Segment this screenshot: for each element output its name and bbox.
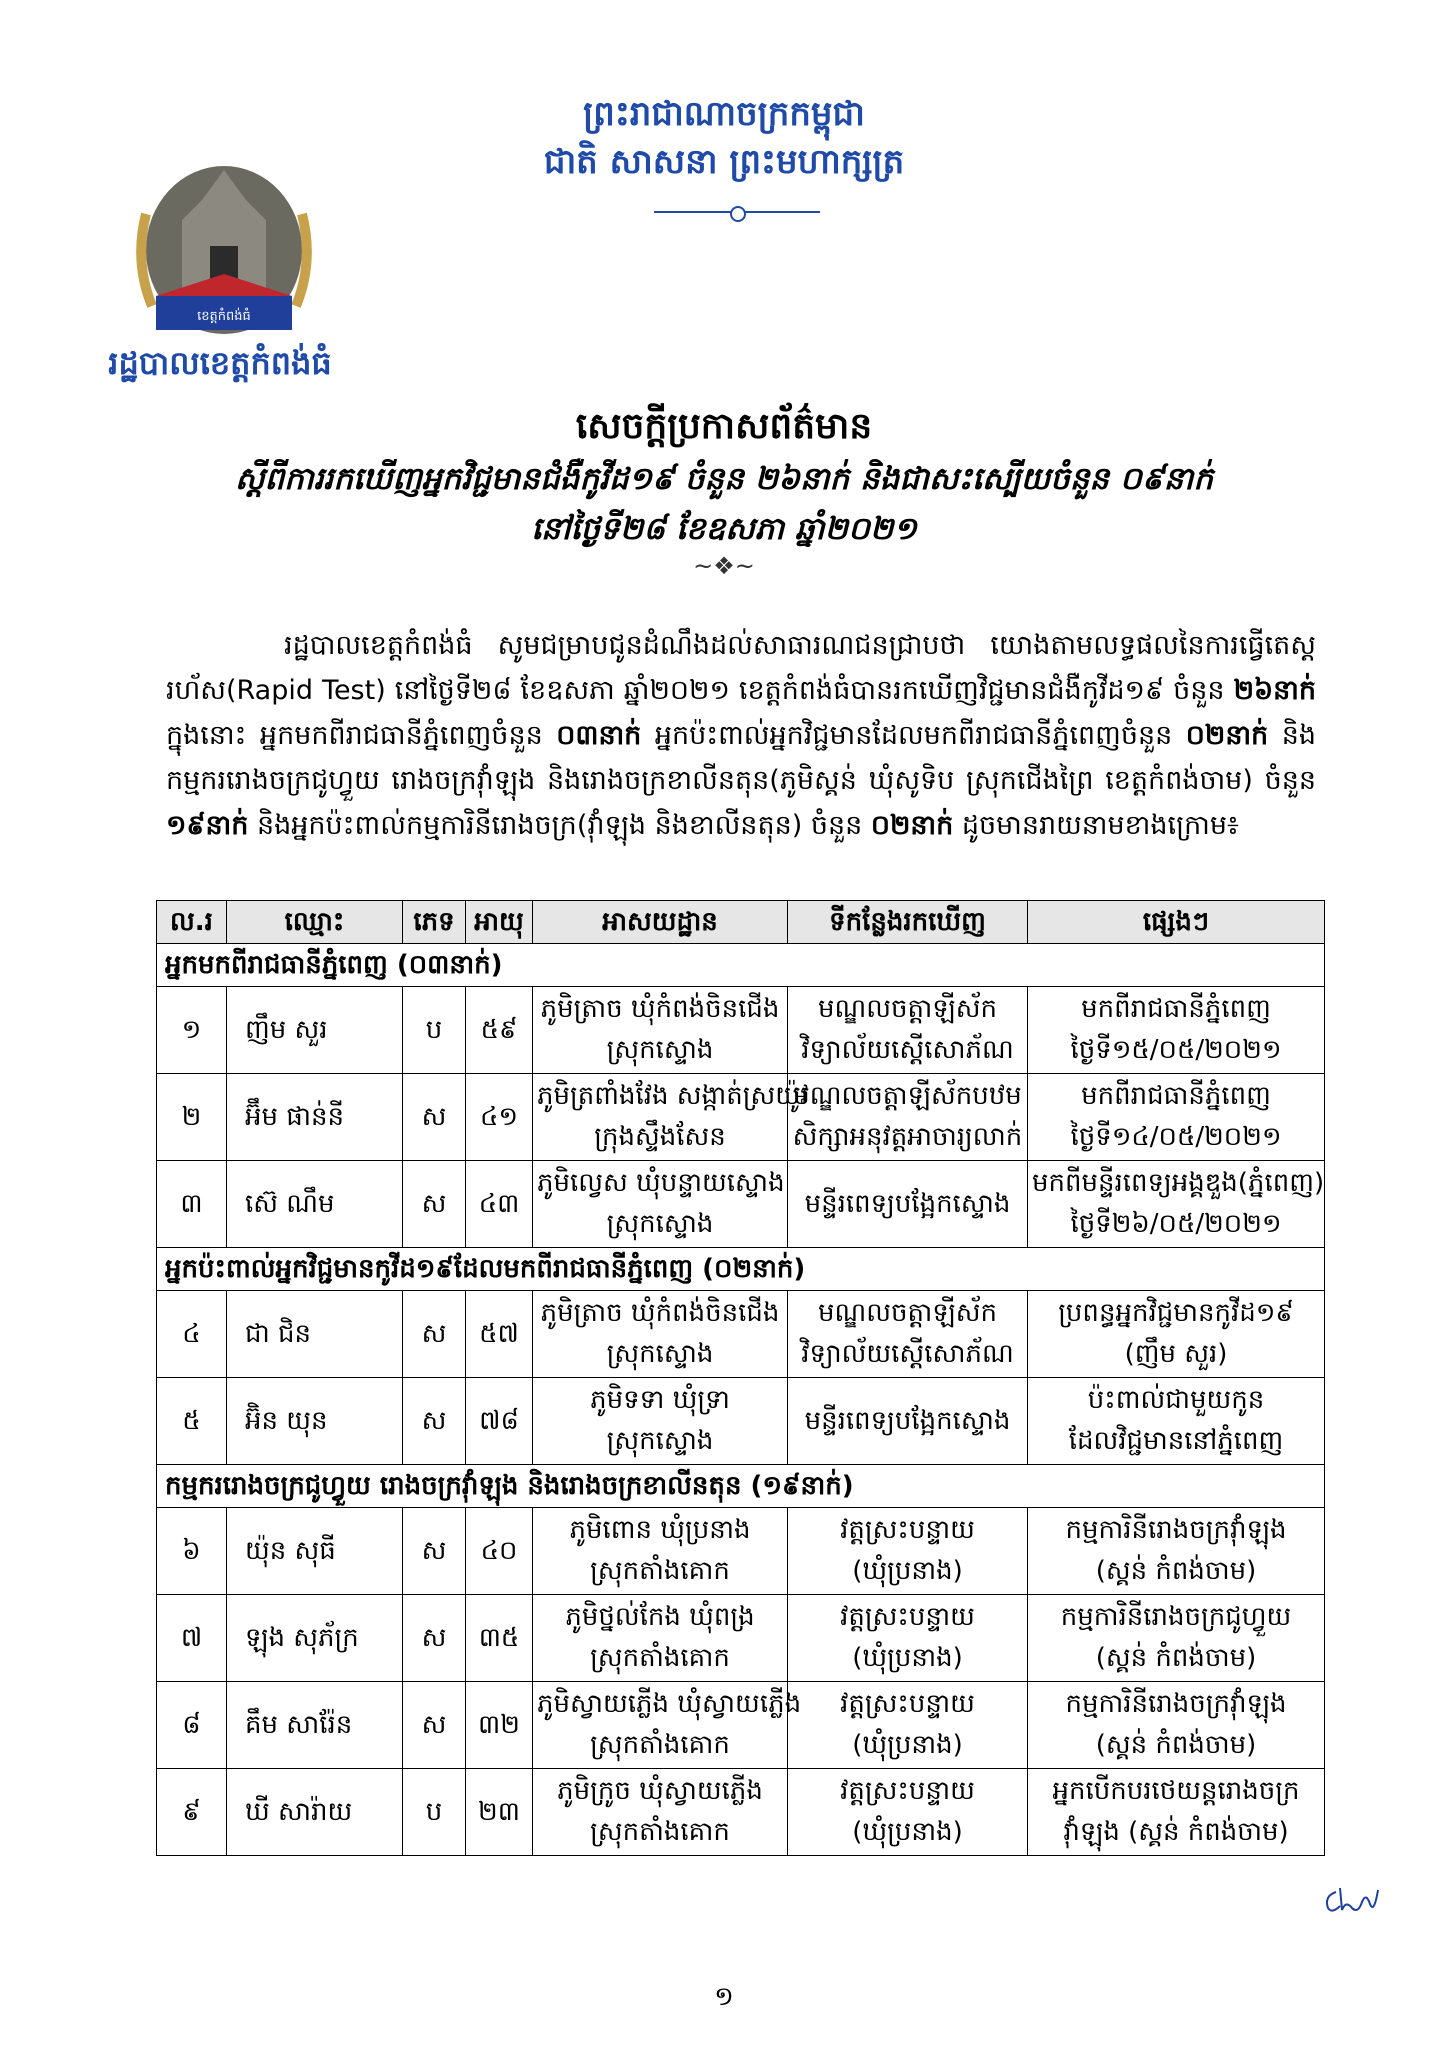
cell-number: ៩	[157, 1769, 227, 1856]
cell-notes-line2: (ស្គន់ កំពង់ចាម)	[1095, 1556, 1257, 1586]
cell-detection-place-line1: វត្តស្រះបន្ទាយ	[840, 1776, 975, 1806]
cell-notes-line1: មកពីរាជធានីភ្នំពេញ	[1081, 1081, 1271, 1111]
cell-sex: ស	[403, 1378, 466, 1465]
cell-detection-place	[788, 1161, 1028, 1248]
intro-text-6: ដូចមានរាយនាមខាងក្រោម៖	[953, 810, 1239, 841]
cell-address	[533, 1378, 788, 1465]
cell-detection-place-line1: មន្ទីរពេទ្យបង្អែកស្ទោង	[804, 1188, 1011, 1219]
cell-address-line2: ស្រុកស្ទោង	[606, 1209, 714, 1239]
cell-sex: ស	[403, 1161, 466, 1248]
cell-age: ៣៥	[466, 1595, 533, 1682]
cell-detection-place	[788, 1291, 1028, 1378]
cell-detection-place	[788, 1378, 1028, 1465]
cell-address	[533, 1508, 788, 1595]
cell-address	[533, 1291, 788, 1378]
cell-notes-line1: មកពីមន្ទីរពេទ្យអង្គឌួង(ភ្នំពេញ)	[1032, 1168, 1325, 1198]
cell-address	[533, 1595, 788, 1682]
intro-phnom-penh-count: ០៣នាក់	[556, 720, 642, 751]
col-header-age: អាយុ	[466, 901, 533, 944]
cell-sex: ស	[403, 1682, 466, 1769]
cell-number: ៤	[157, 1291, 227, 1378]
cell-detection-place-line2: (ឃុំប្រនាង)	[852, 1817, 963, 1847]
cell-number: ៦	[157, 1508, 227, 1595]
intro-text-4: និងកម្មកររោងចក្រជូហ្វួយ រោងចក្រវ៉ាំឡុង និងរោងចក្រខាលីនតុន(ភូមិស្គន់ ឃុំសូទិប ស្រុកជើងព្រៃ ខេត្តកំពង់ចាម) ចំនួន	[166, 720, 1316, 796]
cell-name: ឡុង សុភ័ក្រ	[227, 1595, 403, 1682]
cell-address-line1: ភូមិល្វេស ឃុំបន្ទាយស្ទោង	[537, 1168, 785, 1198]
cell-age: ៤០	[466, 1508, 533, 1595]
table-section-row	[157, 1465, 1325, 1508]
cell-detection-place-line2: (ឃុំប្រនាង)	[852, 1556, 963, 1586]
signature-initials	[1322, 1884, 1382, 1918]
cell-notes	[1028, 1378, 1325, 1465]
intro-text-5: និងអ្នកប៉ះពាល់កម្មការិនីរោងចក្រ(វ៉ាំឡុង និងខាលីនតុន) ចំនួន	[248, 810, 871, 841]
cell-address-line1: ភូមិស្វាយភ្លើង ឃុំស្វាយភ្លើង	[537, 1689, 802, 1719]
intro-paragraph	[166, 623, 1316, 848]
cell-sex: ស	[403, 1291, 466, 1378]
cell-detection-place	[788, 1508, 1028, 1595]
cell-detection-place-line2: វិទ្យាល័យស្តើសោភ័ណ	[801, 1339, 1014, 1369]
table-row	[157, 1769, 1325, 1856]
document-date: នៅថ្ងៃទី២៨ ខែឧសភា ឆ្នាំ២០២១	[531, 511, 917, 547]
cell-address	[533, 987, 788, 1074]
cell-detection-place-line2: សិក្សាអនុវត្តអាចារ្យលាក់	[792, 1122, 1023, 1152]
cell-number: ៧	[157, 1595, 227, 1682]
cell-number: ៨	[157, 1682, 227, 1769]
cell-detection-place-line1: វត្តស្រះបន្ទាយ	[840, 1515, 975, 1545]
cell-age: ៤៣	[466, 1161, 533, 1248]
header-divider	[654, 211, 820, 213]
table-row	[157, 1508, 1325, 1595]
cell-age: ២៣	[466, 1769, 533, 1856]
cell-address-line2: ស្រុកតាំងគោក	[590, 1817, 730, 1847]
intro-factory-count: ១៩នាក់	[166, 810, 249, 841]
cell-notes	[1028, 1769, 1325, 1856]
cell-detection-place-line1: វត្តស្រះបន្ទាយ	[840, 1602, 975, 1632]
cell-notes-line2: ថ្ងៃទី១៤/០៥/២០២១	[1070, 1122, 1282, 1152]
cell-notes	[1028, 1291, 1325, 1378]
title-ornament-icon: ~❖~	[693, 552, 755, 580]
intro-total-count: ២៦នាក់	[1233, 675, 1316, 706]
cell-address-line2: ក្រុងស្ទឹងសែន	[594, 1122, 726, 1152]
col-header-name: ឈ្មោះ	[227, 901, 403, 944]
cell-detection-place-line1: មណ្ឌលចត្តាឡីស័ក	[817, 994, 997, 1024]
cell-detection-place-line2: (ឃុំប្រនាង)	[852, 1643, 963, 1673]
cell-address-line1: ភូមិពោន ឃុំប្រនាង	[569, 1515, 751, 1545]
issuing-organization: រដ្ឋបាលខេត្តកំពង់ធំ	[108, 344, 332, 382]
cell-notes	[1028, 1682, 1325, 1769]
cell-notes-line1: អ្នកបើកបរថេយន្តរោងចក្រ	[1052, 1776, 1300, 1806]
cell-name: ញឹម សួរ	[227, 987, 403, 1074]
cell-notes	[1028, 1595, 1325, 1682]
cell-address-line1: ភូមិត្រាច ឃុំកំពង់ចិនជើង	[540, 994, 780, 1024]
cell-notes-line2: វ៉ាំឡុង (ស្គន់ កំពង់ចាម)	[1063, 1817, 1289, 1847]
intro-text-2: ក្នុងនោះ អ្នកមកពីរាជធានីភ្នំពេញចំនួន	[166, 720, 557, 751]
cell-sex: ប	[403, 1769, 466, 1856]
cell-notes-line2: (ស្គន់ កំពង់ចាម)	[1095, 1730, 1257, 1760]
cell-notes-line2: (ស្គន់ កំពង់ចាម)	[1095, 1643, 1257, 1673]
cell-detection-place-line1: មណ្ឌលចត្តាឡីស័កបឋម	[793, 1081, 1022, 1111]
cell-address-line2: ស្រុកស្ទោង	[606, 1339, 714, 1369]
intro-contact-count: ០២នាក់	[1185, 720, 1269, 751]
table-row	[157, 1291, 1325, 1378]
cell-address-line2: ស្រុកស្ទោង	[606, 1426, 714, 1456]
cell-notes-line2: ថ្ងៃទី១៥/០៥/២០២១	[1070, 1035, 1282, 1065]
col-header-address: អាសយដ្ឋាន	[533, 901, 788, 944]
col-header-number: ល.រ	[157, 901, 227, 944]
page-number: ១	[714, 1982, 734, 2012]
cell-detection-place	[788, 1682, 1028, 1769]
cell-name: ឃី សារ៉ាយ	[227, 1769, 403, 1856]
cases-table	[156, 900, 1325, 1856]
cell-address-line2: ស្រុកតាំងគោក	[590, 1643, 730, 1673]
cell-notes-line1: កម្មការិនីរោងចក្រវ៉ាំឡុង	[1065, 1515, 1287, 1545]
cell-notes-line2: ថ្ងៃទី២៦/០៥/២០២១	[1070, 1209, 1282, 1239]
cell-number: ១	[157, 987, 227, 1074]
cell-address	[533, 1074, 809, 1161]
cell-notes	[1028, 1074, 1325, 1161]
cell-detection-place	[788, 987, 1028, 1074]
cell-name: អ៊ិន យុន	[227, 1378, 403, 1465]
col-header-sex: ភេទ	[403, 901, 466, 944]
cell-age: ៥៧	[466, 1291, 533, 1378]
cell-detection-place-line2: វិទ្យាល័យស្តើសោភ័ណ	[801, 1035, 1014, 1065]
cell-name: ស៊េ ណឹម	[227, 1161, 403, 1248]
table-section-row	[157, 1248, 1325, 1291]
cell-address-line2: ស្រុកតាំងគោក	[590, 1556, 730, 1586]
cell-detection-place	[788, 1769, 1028, 1856]
cell-address-line1: ភូមិថ្នល់កែង ឃុំពង្រ	[565, 1602, 755, 1632]
cell-number: ៣	[157, 1161, 227, 1248]
nation-religion-king: ជាតិ សាសនា ព្រះមហាក្សត្រ	[543, 142, 905, 182]
cell-address	[533, 1769, 788, 1856]
col-header-notes: ផ្សេងៗ	[1028, 901, 1325, 944]
cell-number: ៥	[157, 1378, 227, 1465]
table-row	[157, 1378, 1325, 1465]
cell-detection-place-line2: (ឃុំប្រនាង)	[852, 1730, 963, 1760]
cell-name: ជា ជិន	[227, 1291, 403, 1378]
kingdom-title: ព្រះរាជាណាចក្រកម្ពុជា	[583, 94, 865, 134]
cell-name: អ៊ឹម ផាន់នី	[227, 1074, 403, 1161]
provincial-emblem	[112, 150, 336, 342]
cell-address	[533, 1682, 802, 1769]
table-row	[157, 987, 1325, 1074]
col-header-detection-place: ទីកន្លែងរកឃើញ	[788, 901, 1028, 944]
table-row	[157, 1161, 1325, 1248]
document-title: សេចក្តីប្រកាសព័ត៌មាន	[575, 406, 873, 447]
cell-detection-place-line1: វត្តស្រះបន្ទាយ	[840, 1689, 975, 1719]
cell-detection-place	[788, 1595, 1028, 1682]
cell-address-line1: ភូមិក្រូច ឃុំស្វាយភ្លើង	[557, 1776, 763, 1806]
table-row	[157, 1682, 1325, 1769]
section-title: កម្មកររោងចក្រជូហ្វួយ រោងចក្រវ៉ាំឡុង និងរោងចក្រខាលីនតុន (១៩នាក់)	[157, 1465, 1325, 1508]
cell-address	[533, 1161, 788, 1248]
emblem-caption: ខេត្តកំពង់ធំ	[197, 309, 251, 324]
cell-address-line1: ភូមិត្រពាំងវែង សង្កាត់ស្រយ៉ូវ	[537, 1081, 809, 1111]
intro-text-1: រដ្ឋបាលខេត្តកំពង់ធំ សូមជម្រាបជូនដំណឹងដល់សាធារណជនជ្រាបថា យោងតាមលទ្ធផលនៃការធ្វើតេស្តរហ័ស(Rapid Test) នៅថ្ងៃទី២៨ ខែឧសភា ឆ្នាំ២០២១ ខេត្តកំពង់ធំបានរកឃើញវិជ្ជមានជំងឺកូវីដ១៩ ចំនួន	[166, 630, 1316, 706]
cell-address-line2: ស្រុកតាំងគោក	[590, 1730, 730, 1760]
cell-notes	[1028, 1161, 1325, 1248]
cell-number: ២	[157, 1074, 227, 1161]
cell-name: យ៉ុន សុធី	[227, 1508, 403, 1595]
cell-detection-place-line1: មន្ទីរពេទ្យបង្អែកស្ទោង	[804, 1405, 1011, 1436]
cell-notes	[1028, 987, 1325, 1074]
cell-sex: ស	[403, 1508, 466, 1595]
cell-notes-line2: (ញឹម សួរ)	[1124, 1339, 1228, 1369]
cell-notes	[1028, 1508, 1325, 1595]
cell-age: ៤១	[466, 1074, 533, 1161]
table-row	[157, 1074, 1325, 1161]
cell-sex: ស	[403, 1074, 466, 1161]
cell-notes-line1: ប្រពន្ធអ្នកវិជ្ជមានកូវីដ១៩	[1058, 1298, 1294, 1328]
section-title: អ្នកប៉ះពាល់អ្នកវិជ្ជមានកូវីដ១៩ដែលមកពីរាជធានីភ្នំពេញ (០២នាក់)	[157, 1248, 1325, 1291]
table-section-row	[157, 944, 1325, 987]
cell-sex: ប	[403, 987, 466, 1074]
cell-age: ៧៨	[466, 1378, 533, 1465]
intro-factory-contact-count: ០២នាក់	[870, 810, 954, 841]
cell-notes-line1: មកពីរាជធានីភ្នំពេញ	[1081, 994, 1271, 1024]
cell-notes-line1: កម្មការិនីរោងចក្រជូហ្វួយ	[1060, 1602, 1292, 1632]
cell-detection-place-line1: មណ្ឌលចត្តាឡីស័ក	[817, 1298, 997, 1328]
cell-sex: ស	[403, 1595, 466, 1682]
cell-notes-line1: កម្មការិនីរោងចក្រវ៉ាំឡុង	[1065, 1689, 1287, 1719]
cell-age: ៣២	[466, 1682, 533, 1769]
intro-text-3: អ្នកប៉ះពាល់អ្នកវិជ្ជមានដែលមកពីរាជធានីភ្នំពេញចំនួន	[641, 720, 1186, 751]
cell-address-line2: ស្រុកស្ទោង	[606, 1035, 714, 1065]
table-header-row	[157, 901, 1325, 944]
cell-detection-place	[788, 1074, 1028, 1161]
cell-notes-line2: ដែលវិជ្ជមាននៅភ្នំពេញ	[1068, 1426, 1284, 1456]
table-row	[157, 1595, 1325, 1682]
cell-address-line1: ភូមិទទា ឃុំទ្រា	[590, 1385, 730, 1415]
cell-notes-line1: ប៉ះពាល់ជាមួយកូន	[1087, 1385, 1265, 1415]
section-title: អ្នកមកពីរាជធានីភ្នំពេញ (០៣នាក់)	[157, 944, 1325, 987]
document-subtitle: ស្តីពីការរកឃើញអ្នកវិជ្ជមានជំងឺកូវីដ១៩ ចំនួន ២៦នាក់ និងជាសះស្បើយចំនួន ០៩នាក់	[234, 461, 1213, 497]
cell-age: ៥៩	[466, 987, 533, 1074]
cell-address-line1: ភូមិត្រាច ឃុំកំពង់ចិនជើង	[540, 1298, 780, 1328]
cell-name: គឹម សារ៉ែន	[227, 1682, 403, 1769]
